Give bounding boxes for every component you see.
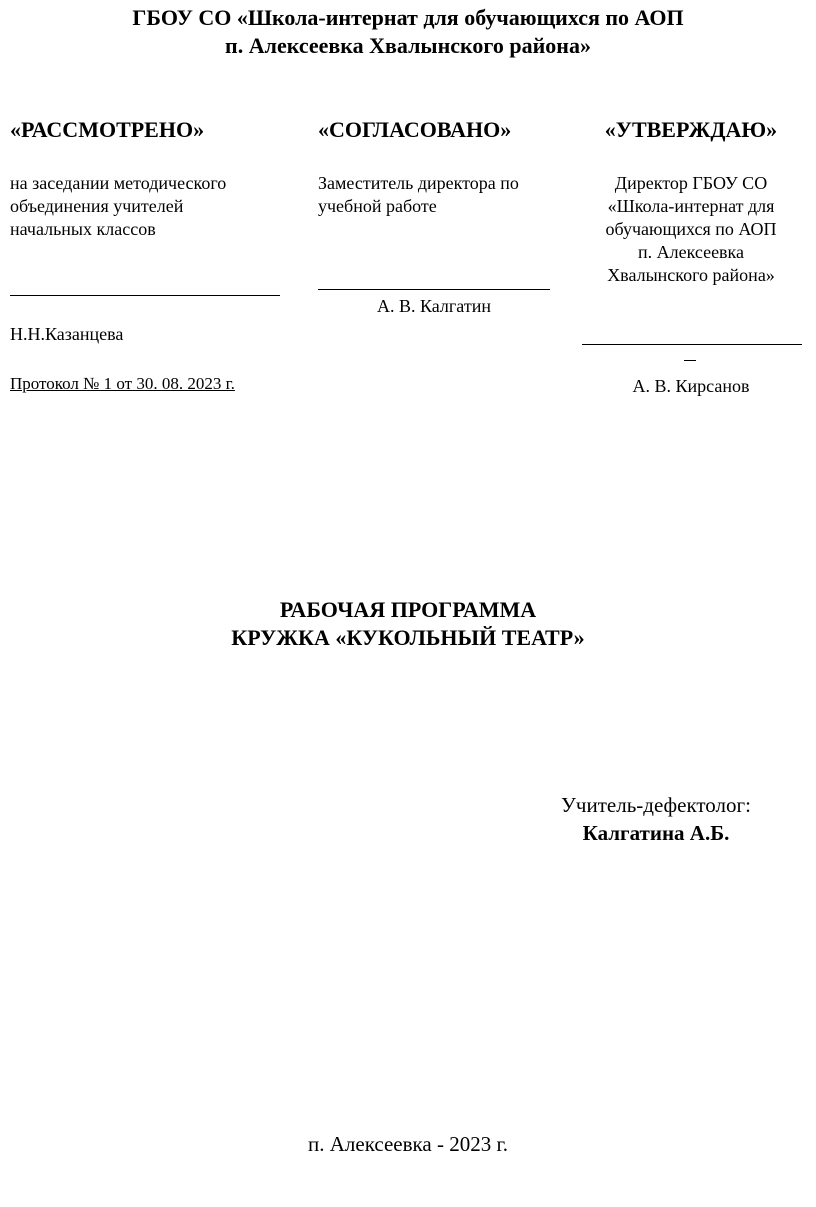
approved-line: Хвалынского района» bbox=[607, 265, 775, 285]
program-title bbox=[0, 596, 816, 652]
teacher-block bbox=[530, 791, 782, 847]
school-header-line1: ГБОУ СО «Школа-интернат для обучающихся по АОП bbox=[132, 5, 684, 30]
approved-title: «УТВЕРЖДАЮ» bbox=[604, 117, 778, 142]
teacher-name: Калгатина А.Б. bbox=[582, 821, 730, 845]
reviewed-line: начальных классов bbox=[10, 219, 156, 239]
approved-line: Директор ГБОУ СО bbox=[614, 173, 768, 193]
approved-line: обучающихся по АОП bbox=[605, 219, 777, 239]
reviewed-line: объединения учителей bbox=[10, 196, 184, 216]
reviewed-signature-line bbox=[10, 295, 280, 296]
approved-line: п. Алексеевка bbox=[637, 242, 745, 262]
agreed-line: учебной работе bbox=[318, 196, 437, 216]
school-header bbox=[0, 4, 816, 60]
teacher-role: Учитель-дефектолог: bbox=[561, 793, 751, 817]
agreed-line: Заместитель директора по bbox=[318, 173, 519, 193]
approved-line: «Школа-интернат для bbox=[607, 196, 775, 216]
reviewed-signer: Н.Н.Казанцева bbox=[10, 324, 124, 344]
approved-signature-line bbox=[582, 344, 802, 345]
agreed-text bbox=[318, 172, 519, 218]
reviewed-title: «РАССМОТРЕНО» bbox=[10, 117, 205, 142]
reviewed-text bbox=[10, 172, 226, 241]
approved-dash-mark bbox=[684, 360, 696, 361]
approved-text bbox=[580, 172, 802, 287]
protocol-text: Протокол № 1 от 30. 08. 2023 г. bbox=[10, 374, 235, 393]
program-title-line2: КРУЖКА «КУКОЛЬНЫЙ ТЕАТР» bbox=[231, 625, 585, 650]
agreed-signature-line bbox=[318, 289, 550, 290]
agreed-title: «СОГЛАСОВАНО» bbox=[318, 117, 512, 142]
program-title-line1: РАБОЧАЯ ПРОГРАММА bbox=[279, 597, 537, 622]
footer-place-year: п. Алексеевка - 2023 г. bbox=[308, 1132, 508, 1156]
approved-signer: А. В. Кирсанов bbox=[632, 376, 750, 396]
agreed-signer: А. В. Калгатин bbox=[377, 296, 491, 316]
school-header-line2: п. Алексеевка Хвалынского района» bbox=[225, 33, 591, 58]
reviewed-line: на заседании методического bbox=[10, 173, 227, 193]
